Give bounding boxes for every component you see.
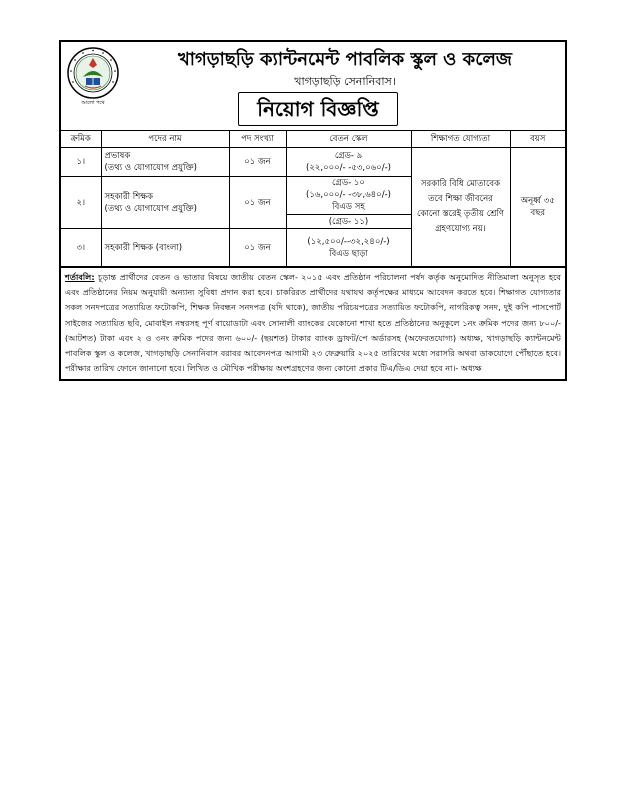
salary-scale: (১২,৫০০/--৩২,২৪০/-): [307, 236, 390, 247]
header-post-count: পদ সংখ্যা: [229, 131, 286, 148]
salary-scale: (১৬,০০০/- -৩৮,৬৪০/-): [306, 190, 391, 200]
row-post-name: সহকারী শিক্ষক (বাংলা): [101, 229, 229, 267]
row-salary: [286, 229, 411, 267]
terms-label: শর্তাবলি:: [65, 272, 95, 282]
row-post-count: ০১ জন: [229, 229, 286, 267]
row-serial: ১।: [61, 148, 101, 177]
post-subject: (তথ্য ও যোগাযোগ প্রযুক্তি): [104, 203, 197, 214]
vacancy-table: [61, 131, 565, 267]
row-serial: ২।: [61, 177, 101, 229]
table-header-row: [61, 131, 565, 148]
header-salary-scale: বেতন স্কেল: [286, 131, 411, 148]
terms-and-conditions: [61, 267, 565, 379]
row-post-name: [101, 148, 229, 177]
salary-note: বিএড সহ: [332, 202, 365, 212]
age-cell: [510, 148, 565, 267]
salary-scale: (২২,০০০/- -৫৩,০৬০/-): [306, 163, 391, 173]
age-unit: বছর: [530, 208, 546, 218]
terms-text: চূড়ান্ত প্রার্থীদের বেতন ও ভাতার বিষয়ে জাতীয় বেতন স্কেল- ২০১৫ এবং প্রতিষ্ঠান পরিচালনা পর্ষদ কর্তৃক অনুমোদিত নীতিমালা অনুসৃত হবে এবং প্রতিষ্ঠানের নিয়ম অনুযায়ী অন্যান্য সুবিধা প্রদান করা হবে। চাকরিরত প্রার্থীদের যথাযথ কর্তৃপক্ষের মাধ্যমে আবেদন করতে হবে। শিক্ষাগত যোগ্যতার সকল সনদপত্রের সত্যায়িত ফটোকপি, শিক্ষক নিবন্ধন সনদপত্র (যদি থাকে), জাতীয় পরিচয়পত্রের সত্যায়িত ফটোকপি, নাগরিকত্ব সনদ, দুই কপি পাসপোর্ট সাইজের সত্যায়িত ছবি, মোবাইল নম্বরসহ পূর্ণ বায়োডাটা এবং সোনালী ব্যাংকের যেকোনো শাখা হতে প্রতিষ্ঠানের অনুকূলে ১নং ক্রমিক পদের জন্য ৮০০/- (আটশত) টাকা এবং ২ ও ৩নং ক্রমিক পদের জন্য ৬০০/- (ছয়শত) টাকার ব্যাংক ড্রাফট/পে অর্ডারসহ (অফেরতযোগ্য) অধ্যক্ষ, খাগড়াছড়ি ক্যান্টনমেন্ট পাবলিক স্কুল ও কলেজ, খাগড়াছড়ি সেনানিবাস বরাবর আবেদনপত্র আগামী ২৩ ফেব্রুয়ারি ২০২৫ তারিখের মধ্যে সরাসরি অথবা ডাকযোগে পৌঁছাতে হবে। পরীক্ষার তারিখ ফোনে জানানো হবে। লিখিত ও মৌখিক পরীক্ষায় অংশগ্রহণের জন্য কোনো প্রকার টিএ/ডিএ দেয়া হবে না।- অধ্যক্ষ: [65, 272, 561, 374]
school-name: খাগড়াছড়ি ক্যান্টনমেন্ট পাবলিক স্কুল ও কলেজ: [177, 49, 513, 70]
salary-grade: গ্রেড- ৯: [334, 151, 363, 161]
post-title: সহকারী শিক্ষক: [104, 191, 154, 202]
row-salary: [286, 148, 411, 177]
row-post-count: ০১ জন: [229, 148, 286, 177]
row-post-name: [101, 177, 229, 229]
qualification-cell: সরকারি বিধি মোতাবেক তবে শিক্ষা জীবনের কোনো স্তরেই তৃতীয় শ্রেণি গ্রহণযোগ্য নয়।: [411, 148, 510, 267]
header-post-name: পদের নাম: [101, 131, 229, 148]
row-post-count: ০১ জন: [229, 177, 286, 229]
salary-grade-alt: (গ্রেড- ১১): [287, 214, 411, 228]
post-subject: (তথ্য ও যোগাযোগ প্রযুক্তি): [104, 163, 197, 173]
row-salary: [286, 177, 411, 229]
header-serial: ক্রমিক: [61, 131, 101, 148]
school-logo-icon: [67, 47, 119, 99]
header-age: বয়স: [510, 131, 565, 148]
notice-document: [59, 40, 567, 381]
notice-title: নিয়োগ বিজ্ঞপ্তি: [238, 92, 398, 126]
salary-note: বিএড ছাড়া: [329, 248, 368, 259]
post-title: প্রভাষক: [104, 151, 131, 161]
age-limit: অনূর্ধ্ব ৩৫: [520, 196, 555, 206]
header-qualification: শিক্ষাগত যোগ্যতা: [411, 131, 510, 148]
logo-caption: আলো পথে: [81, 100, 105, 106]
row-serial: ৩।: [61, 229, 101, 267]
notice-header: [61, 42, 565, 131]
table-row: [61, 148, 565, 177]
salary-grade: গ্রেড- ১০: [332, 178, 365, 188]
school-location: খাগড়াছড়ি সেনানিবাস।: [294, 75, 396, 88]
